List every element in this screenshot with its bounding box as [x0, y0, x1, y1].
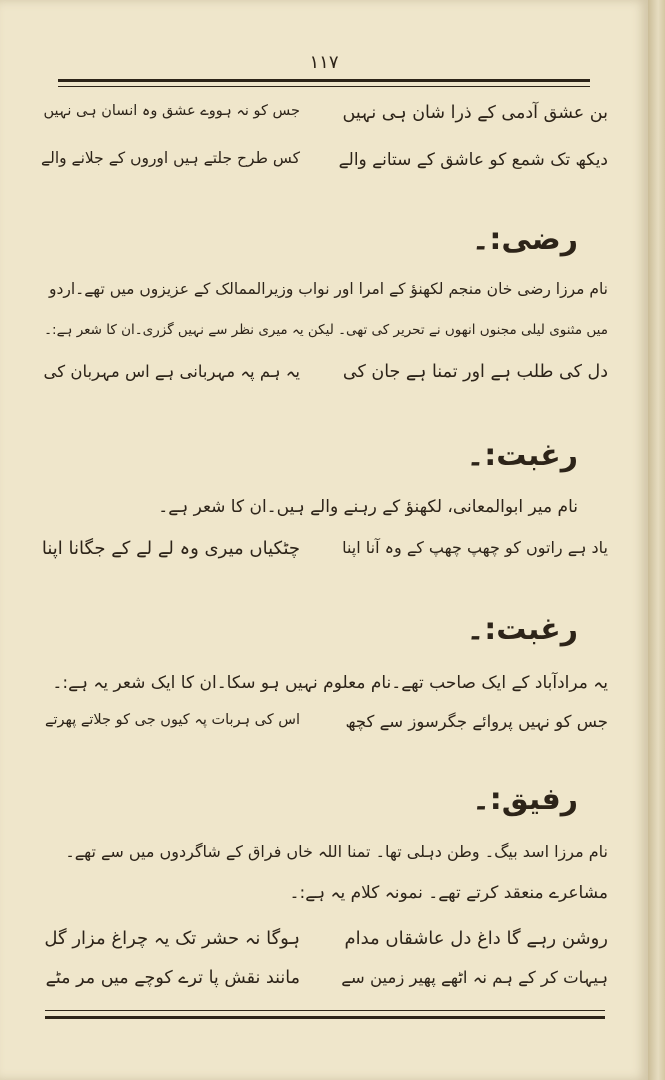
- couplet-line-left: جس کو نہ ہووے عشق وہ انسان ہی نہیں: [43, 103, 300, 119]
- entry-heading: رفیق:۔: [472, 782, 578, 817]
- couplet-line-right: دل کی طلب ہے اور تمنا ہے جان کی: [342, 362, 608, 382]
- facing-page-edge: [648, 0, 665, 1080]
- footer-rule-thick: [45, 1016, 605, 1019]
- footer-rule-thin: [45, 1010, 605, 1011]
- entry-prose: مشاعرے منعقد کرتے تھے۔ نمونہ کلام یہ ہے:۔: [289, 883, 608, 903]
- couplet-line-right: روشن رہے گا داغ دل عاشقاں مدام: [344, 928, 608, 949]
- header-rule-thin: [58, 86, 590, 87]
- entry-prose: یہ مرادآباد کے ایک صاحب تھے۔نام معلوم نہیں ہو سکا۔ان کا ایک شعر یہ ہے:۔: [52, 673, 608, 693]
- couplet-line-right: جس کو نہیں پروائے جگرسوز سے کچھ: [345, 712, 608, 731]
- header-rule-thick: [58, 79, 590, 82]
- entry-prose: نام مرزا رضی خان منجم لکھنؤ کے امرا اور نواب وزیرالممالک کے عزیزوں میں تھے۔اردو: [48, 280, 608, 298]
- couplet-line-right: دیکھ تک شمع کو عاشق کے ستانے والے: [338, 150, 608, 170]
- couplet-line-left: کس طرح جلتے ہیں اوروں کے جلانے والے: [41, 149, 300, 167]
- page-number: ۱۱۷: [309, 52, 339, 73]
- couplet-line-right: بن عشق آدمی کے ذرا شان ہی نہیں: [342, 103, 608, 123]
- entry-prose: میں مثنوی لیلی مجنوں انھوں نے تحریر کی تھی۔ لیکن یہ میری نظر سے نہیں گزری۔ان کا شعر ہے:۔: [44, 322, 608, 338]
- couplet-line-left: ہوگا نہ حشر تک یہ چراغ مزار گل: [44, 928, 300, 949]
- couplet-line-right: یاد ہے راتوں کو چھپ چھپ کے وہ آنا اپنا: [342, 538, 608, 557]
- entry-heading: رغبت:۔: [466, 438, 578, 473]
- couplet-line-right: ہیہات کر کے ہم نہ اٹھے پھیر زمین سے: [341, 968, 608, 987]
- entry-heading: رغبت:۔: [466, 612, 578, 647]
- couplet-line-left: یہ ہم پہ مہربانی ہے اس مہربان کی: [43, 362, 300, 381]
- couplet-line-left: چٹکیاں میری وہ لے لے کے جگانا اپنا: [41, 538, 300, 559]
- couplet-line-left: مانند نقش پا ترے کوچے میں مر مٹے: [45, 968, 300, 988]
- entry-prose: نام مرزا اسد بیگ۔ وطن دہلی تھا۔ تمنا اللہ خاں فراق کے شاگردوں میں سے تھے۔: [65, 842, 608, 861]
- couplet-line-left: اس کی ہربات پہ کیوں جی کو جلاتے پھرتے: [45, 712, 300, 728]
- entry-heading: رضی:۔: [471, 222, 578, 257]
- entry-prose: نام میر ابوالمعانی، لکھنؤ کے رہنے والے ہیں۔ان کا شعر ہے۔: [158, 497, 578, 517]
